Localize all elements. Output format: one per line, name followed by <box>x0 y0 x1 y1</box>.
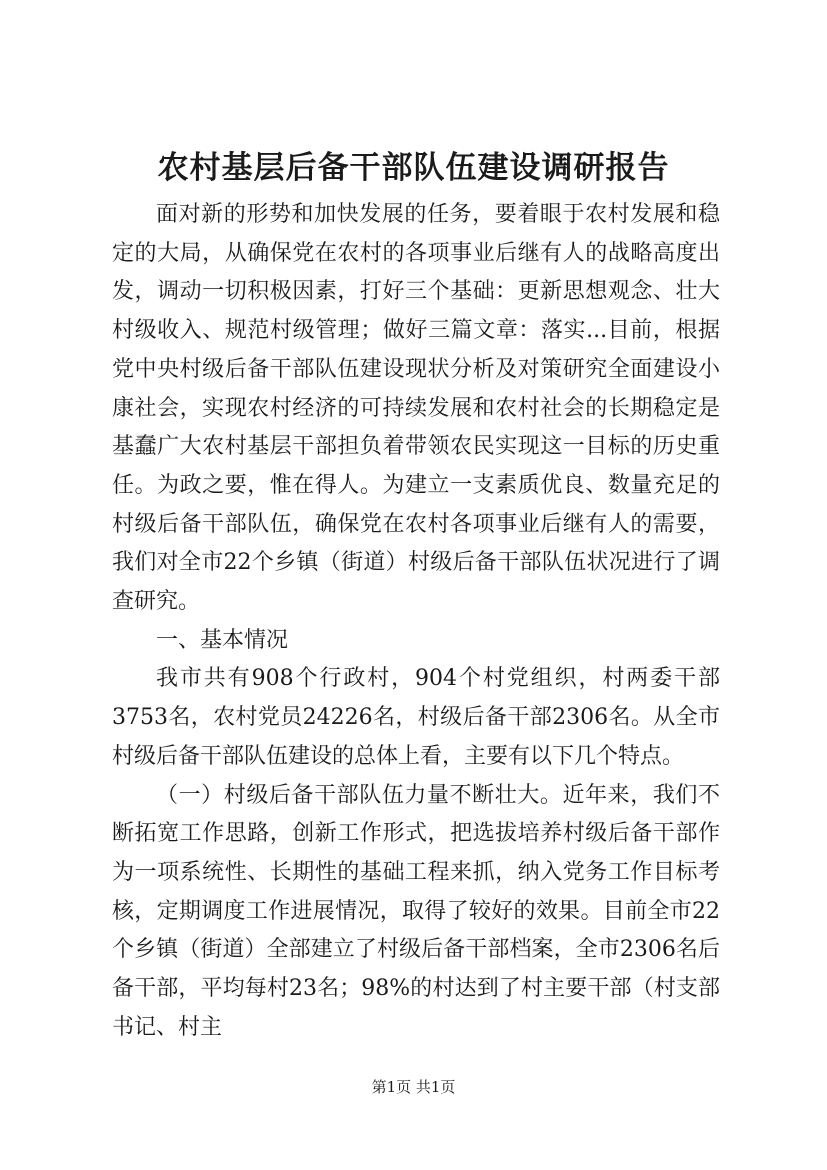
document-body <box>112 196 720 1047</box>
paragraph-point-one: （一）村级后备干部队伍力量不断壮大。近年来，我们不断拓宽工作思路，创新工作形式，把选拔培养村级后备干部作为一项系统性、长期性的基础工程来抓，纳入党务工作目标考核，定期调度工作进展情况，取得了较好的效果。目前全市22个乡镇（街道）全部建立了村级后备干部档案，全市2306名后备干部，平均每村23名；98%的村达到了村主要干部（村支部书记、村主 <box>112 782 720 1040</box>
paragraph-intro: 面对新的形势和加快发展的任务，要着眼于农村发展和稳定的大局，从确保党在农村的各项事业后继有人的战略高度出发，调动一切积极因素，打好三个基础：更新思想观念、壮大村级收入、规范村级管理；做好三篇文章：落实...目前，根据党中央村级后备干部队伍建设现状分析及对策研究全面建设小康社会，实现农村经济的可持续发展和农村社会的长期稳定是基蠢广大农村基层干部担负着带领农民实现这一目标的历史重任。为政之要，惟在得人。为建立一支素质优良、数量充足的村级后备干部队伍，确保党在农村各项事业后继有人的需要，我们对全市22个乡镇（街道）村级后备干部队伍状况进行了调查研究。 <box>112 202 720 615</box>
paragraph-statistics: 我市共有908个行政村，904个村党组织，村两委干部3753名，农村党员24226名，村级后备干部2306名。从全市村级后备干部队伍建设的总体上看，主要有以下几个特点。 <box>112 666 720 769</box>
section-heading-basic: 一、基本情况 <box>156 627 289 653</box>
page-number-footer: 第1页 共1页 <box>371 1078 456 1096</box>
document-title: 农村基层后备干部队伍建设调研报告 <box>157 150 670 186</box>
